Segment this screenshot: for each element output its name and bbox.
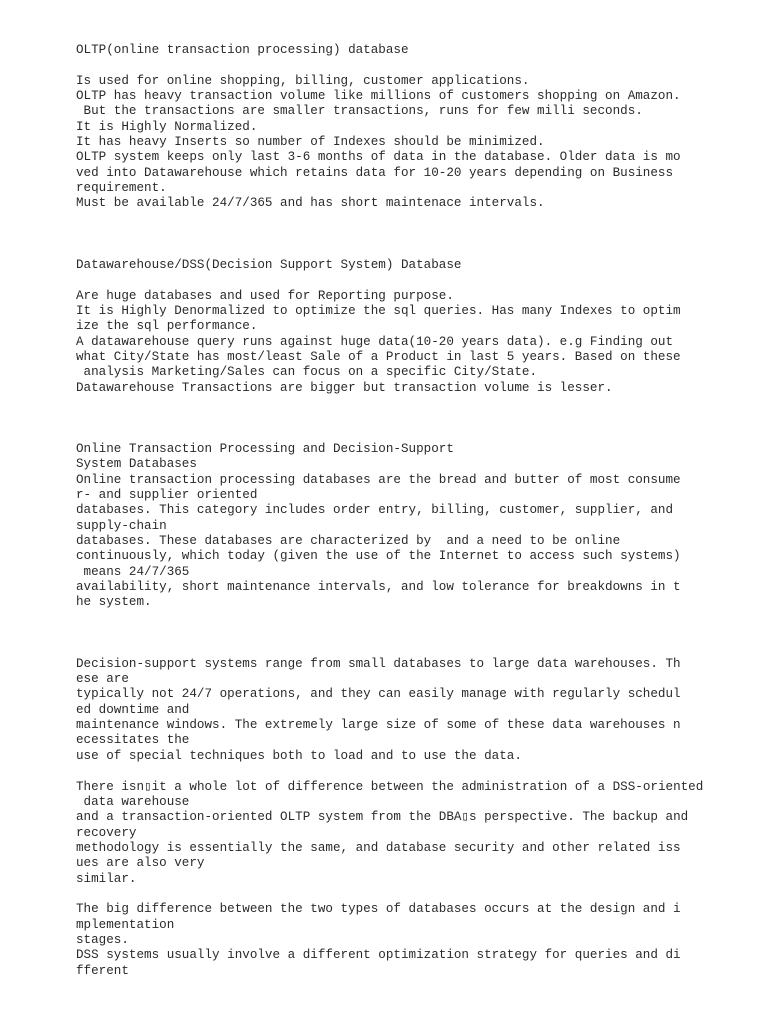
- paragraph-administration: [76, 780, 736, 887]
- text-line: Are huge databases and used for Reporting purpose.: [76, 288, 454, 303]
- paragraph-gap: [76, 427, 736, 442]
- text-line: maintenance windows. The extremely large size of some of these data warehouses n: [76, 718, 681, 733]
- text-line: There isn▯it a whole lot of difference between the administration of a DSS-oriented: [76, 779, 704, 794]
- text-line: Must be available 24/7/365 and has short maintenace intervals.: [76, 196, 545, 211]
- text-line: databases. These databases are characterized by and a need to be online: [76, 534, 621, 548]
- text-line: ecessitates the: [76, 733, 190, 748]
- text-line: Online transaction processing databases are the bread and butter of most consume: [76, 472, 681, 487]
- text-line: It is Highly Normalized.: [76, 119, 258, 134]
- text-line: fferent: [76, 963, 129, 978]
- paragraph-gap: [76, 764, 736, 779]
- text-line: A datawarehouse query runs against huge data(10-20 years data). e.g Finding out: [76, 334, 674, 349]
- text-line: Is used for online shopping, billing, customer applications.: [76, 73, 530, 88]
- text-line: similar.: [76, 871, 137, 886]
- paragraph-gap: [76, 58, 736, 73]
- text-line: use of special techniques both to load and to use the data.: [76, 748, 522, 763]
- paragraph-gap: [76, 887, 736, 902]
- paragraph-gap: [76, 212, 736, 227]
- text-line: Decision-support systems range from small databases to large data warehouses. Th: [76, 656, 681, 671]
- text-line: But the transactions are smaller transactions, runs for few milli seconds.: [76, 104, 643, 119]
- section-heading-oltp: OLTP(online transaction processing) database: [76, 43, 409, 57]
- paragraph-online-transaction: [76, 442, 736, 611]
- text-line: availability, short maintenance intervals, and low tolerance for breakdowns in t: [76, 580, 681, 595]
- text-line: databases. This category includes order entry, billing, customer, supplier, and: [76, 503, 674, 518]
- text-line: typically not 24/7 operations, and they can easily manage with regularly schedul: [76, 687, 681, 702]
- paragraph-gap: [76, 611, 736, 626]
- text-line: continuously, which today (given the use of the Internet to access such systems): [76, 549, 681, 564]
- text-line: data warehouse: [76, 794, 190, 809]
- text-line: It has heavy Inserts so number of Indexes should be minimized.: [76, 135, 545, 150]
- text-line: he system.: [76, 595, 152, 610]
- paragraph-gap: [76, 227, 736, 242]
- text-line: stages.: [76, 932, 129, 947]
- document-page: [76, 43, 736, 979]
- paragraph-design: [76, 902, 736, 979]
- text-line: methodology is essentially the same, and database security and other related iss: [76, 840, 681, 855]
- text-line: Datawarehouse Transactions are bigger but transaction volume is lesser.: [76, 380, 613, 395]
- paragraph-dss: [76, 289, 736, 396]
- paragraph-gap: [76, 273, 736, 288]
- text-line: r- and supplier oriented: [76, 487, 258, 502]
- text-line: what City/State has most/least Sale of a Product in last 5 years. Based on these: [76, 349, 681, 364]
- text-line: ved into Datawarehouse which retains data for 10-20 years depending on Business: [76, 165, 674, 180]
- text-line: System Databases: [76, 457, 197, 472]
- text-line: mplementation: [76, 917, 175, 932]
- section-heading-dss: Datawarehouse/DSS(Decision Support System) Database: [76, 257, 462, 272]
- text-line: ize the sql performance.: [76, 319, 258, 334]
- paragraph-gap: [76, 242, 736, 257]
- text-line: The big difference between the two types of databases occurs at the design and i: [76, 902, 681, 917]
- paragraph-decision-support: [76, 657, 736, 764]
- text-line: and a transaction-oriented OLTP system from the DBA▯s perspective. The backup and: [76, 810, 689, 825]
- text-line: Online Transaction Processing and Decision-Support: [76, 441, 454, 456]
- text-line: OLTP system keeps only last 3-6 months of data in the database. Older data is mo: [76, 150, 681, 165]
- paragraph-gap: [76, 626, 736, 641]
- paragraph-oltp: [76, 74, 736, 212]
- paragraph-gap: [76, 641, 736, 656]
- text-line: ed downtime and: [76, 702, 190, 717]
- text-line: ese are: [76, 672, 129, 687]
- paragraph-gap: [76, 396, 736, 411]
- text-line: It is Highly Denormalized to optimize the sql queries. Has many Indexes to optim: [76, 303, 681, 318]
- paragraph-gap: [76, 411, 736, 426]
- text-line: means 24/7/365: [76, 564, 190, 579]
- text-line: supply-chain: [76, 518, 167, 533]
- text-line: requirement.: [76, 181, 167, 196]
- text-line: OLTP has heavy transaction volume like millions of customers shopping on Amazon.: [76, 89, 681, 104]
- text-line: analysis Marketing/Sales can focus on a specific City/State.: [76, 365, 538, 380]
- text-line: ues are also very: [76, 856, 205, 871]
- text-line: recovery: [76, 825, 137, 840]
- text-line: DSS systems usually involve a different optimization strategy for queries and di: [76, 948, 681, 963]
